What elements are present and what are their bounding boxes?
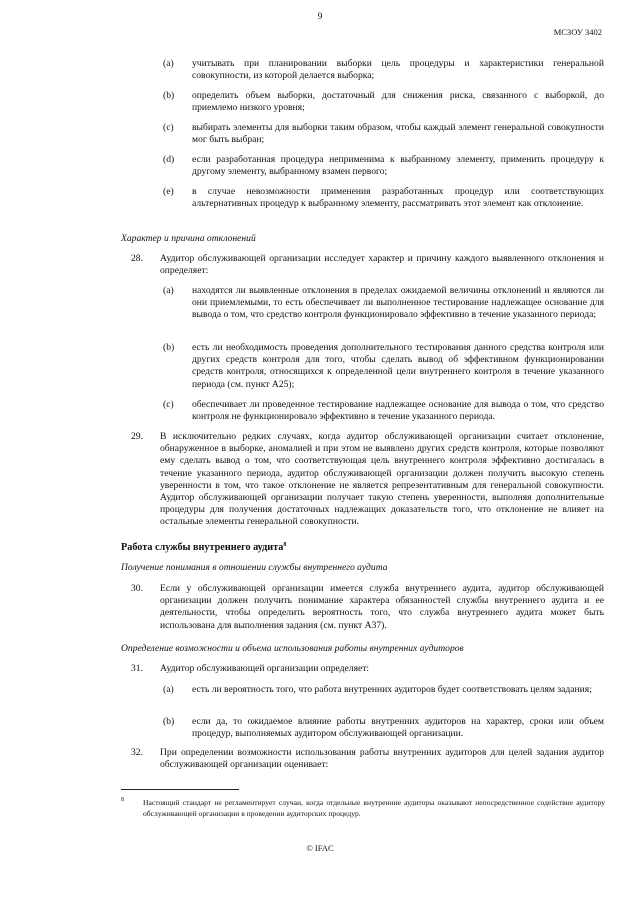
list-item-text: есть ли необходимость проведения дополнительного тестирования данного средства контроля или других средств контроля для того, чтобы сделать вывод об эффективном функционировании средств контроля, относящихся к определенной цели внутреннего контроля в течение указанного периода (см. пункт А25); <box>192 342 604 390</box>
subsection-heading: Получение понимания в отношении службы внутреннего аудита <box>121 562 388 573</box>
paragraph-number: 32. <box>131 747 143 758</box>
list-item-label: (b) <box>163 716 175 727</box>
paragraph-text: В исключительно редких случаях, когда аудитор обслуживающей организации считает отклонение, обнаруженное в выборке, аномалией и при этом не выявлено других средств контроля, которые позволяют ему сделать вывод о том, что соответствующая цель внутреннего контроля эффективно достигалась в течение указанного периода, аудитор обслуживающей организации должен получить высокую степень уверенности в том, что такое отклонение не является репрезентативным для генеральной совокупности. Аудитор обслуживающей организации получает такую степень уверенности, выполняя дополнительные процедуры для получения достаточных надлежащих доказательств того, что отклонение не влияет на остальные элементы генеральной совокупности. <box>160 431 604 528</box>
paragraph-text: Аудитор обслуживающей организации исследует характер и причину каждого выявленного отклонения и определяет: <box>160 253 604 277</box>
list-item-label: (d) <box>163 154 175 165</box>
list-item-text: учитывать при планировании выборки цель процедуры и характеристики генеральной совокупности, из которой делается выборка; <box>192 58 604 82</box>
document-code: МСЗОУ 3402 <box>553 27 602 37</box>
footnote-number: 8 <box>121 797 124 803</box>
list-item-label: (c) <box>163 122 174 133</box>
section-heading: Характер и причина отклонений <box>121 233 256 244</box>
paragraph-number: 28. <box>131 253 143 264</box>
footnote-text: Настоящий стандарт не регламентирует случаи, когда отдельные внутренние аудиторы оказывают непосредственное содействие аудитору обслуживающей организации в проведении аудиторских процедур. <box>143 798 605 818</box>
footnote-reference: 8 <box>283 542 287 548</box>
list-item-label: (a) <box>163 58 174 69</box>
list-item-text: определить объем выборки, достаточный для снижения риска, связанного с выборкой, до приемлемо низкого уровня; <box>192 90 604 114</box>
section-heading <box>121 542 286 554</box>
list-item-text: есть ли вероятность того, что работа внутренних аудиторов будет соответствовать целям задания; <box>192 684 592 695</box>
list-item-text: если да, то ожидаемое влияние работы внутренних аудиторов на характер, сроки или объем процедур, выполняемых аудитором обслуживающей организации. <box>192 716 604 740</box>
list-item-text: в случае невозможности применения разработанных процедур или соответствующих альтернативных процедур к выбранному элементу, рассматривать этот элемент как отклонение. <box>192 186 604 210</box>
paragraph-text: При определении возможности использования работы внутренних аудиторов для целей задания аудитор обслуживающей организации оценивает: <box>160 747 604 771</box>
paragraph-number: 29. <box>131 431 143 442</box>
paragraph-number: 30. <box>131 583 143 594</box>
list-item-label: (b) <box>163 90 175 101</box>
list-item-label: (c) <box>163 399 174 410</box>
list-item-text: выбирать элементы для выборки таким образом, чтобы каждый элемент генеральной совокупности мог быть выбран; <box>192 122 604 146</box>
list-item-label: (b) <box>163 342 175 353</box>
list-item-label: (e) <box>163 186 174 197</box>
paragraph-number: 31. <box>131 663 143 674</box>
footnote-divider <box>121 789 239 790</box>
list-item-text: обеспечивает ли проведенное тестирование надлежащее основание для вывода о том, что средство контроля не функционировало эффективно в течение указанного периода. <box>192 399 604 423</box>
list-item-label: (a) <box>163 684 174 695</box>
paragraph-text: Если у обслуживающей организации имеется служба внутреннего аудита, аудитор обслуживающей организации должен получить понимание характера обязанностей службы внутреннего аудита и ее деятельности, чтобы определить вероятность того, что служба внутреннего аудита может быть использована для выполнения задания (см. пункт А37). <box>160 583 604 631</box>
list-item-text: находятся ли выявленные отклонения в пределах ожидаемой величины отклонений и являются ли они приемлемыми, то есть обеспечивает ли выполненное тестирование надлежащее основание для вывода о том, что средство контроля функционировало эффективно в течение указанного периода; <box>192 285 604 321</box>
paragraph-text: Аудитор обслуживающей организации определяет: <box>160 663 370 674</box>
footer-copyright: © IFAC <box>306 843 334 853</box>
list-item-text: если разработанная процедура неприменима к выбранному элементу, применить процедуру к другому элементу, выбранному взамен первого; <box>192 154 604 178</box>
page-number: 9 <box>317 12 323 22</box>
list-item-label: (a) <box>163 285 174 296</box>
section-heading-text: Работа службы внутреннего аудита <box>121 542 284 553</box>
subsection-heading: Определение возможности и объема использования работы внутренних аудиторов <box>121 643 464 654</box>
